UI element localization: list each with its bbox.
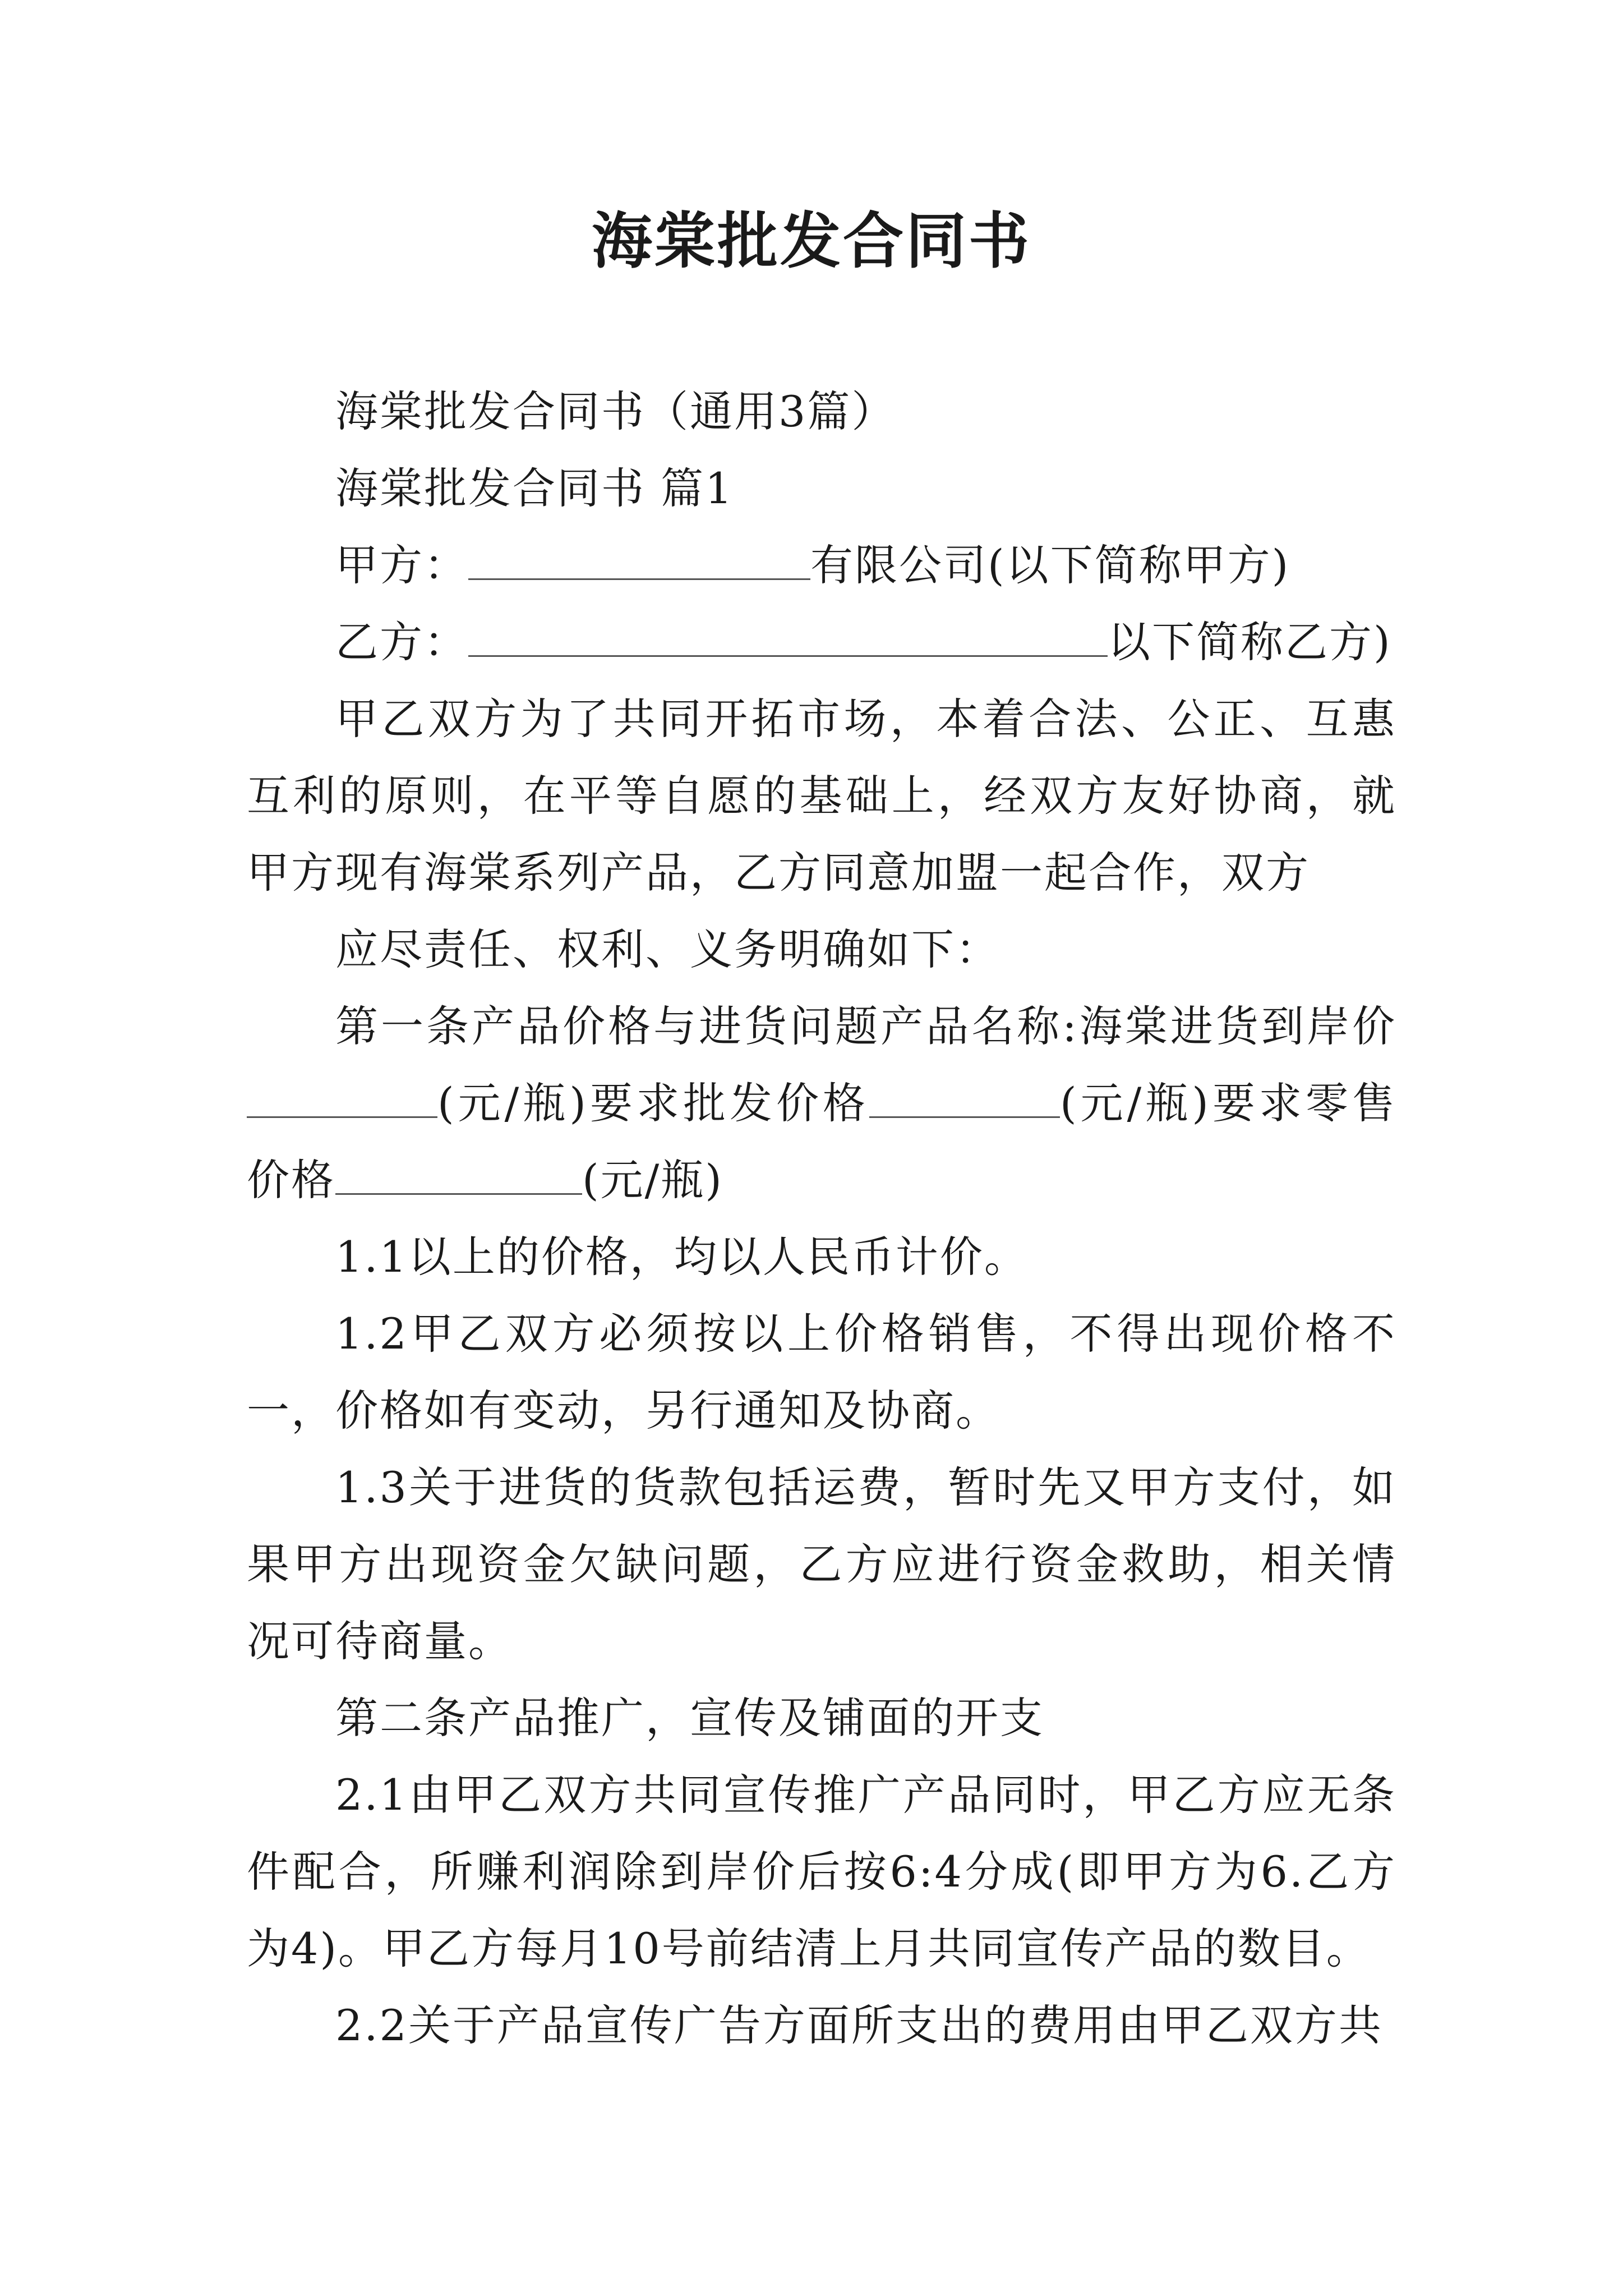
party-b-label: 乙方： <box>335 617 468 667</box>
retail-price-blank <box>335 1151 582 1195</box>
party-a-line <box>247 527 1396 604</box>
piece-heading: 海棠批发合同书 篇1 <box>335 463 734 513</box>
subtitle: 海棠批发合同书（通用3篇） <box>335 386 896 436</box>
party-b-line <box>247 604 1396 680</box>
party-b-suffix: 以下简称乙方) <box>1108 617 1392 667</box>
intro-paragraph: 甲乙双方为了共同开拓市场，本着合法、公正、互惠互利的原则，在平等自愿的基础上，经双方友好协商，就甲方现有海棠系列产品，乙方同意加盟一起合作，双方 <box>247 694 1396 898</box>
article-2-heading: 第二条产品推广，宣传及铺面的开支 <box>335 1693 1044 1743</box>
clause-1-3: 1.3关于进货的货款包括运费，暂时先又甲方支付，如果甲方出现资金欠缺问题，乙方应进行资金救助，相关情况可待商量。 <box>247 1462 1396 1666</box>
clause-2-2: 2.2关于产品宣传广告方面所支出的费用由甲乙双方共 <box>335 2000 1383 2050</box>
intro-paragraph-2: 应尽责任、权利、义务明确如下： <box>335 924 1000 974</box>
article-1-text-b: (元/瓶)要求批发价格 <box>437 1078 870 1128</box>
article-1-text-a: 第一条产品价格与进货问题产品名称:海棠进货到岸价 <box>335 1001 1396 1051</box>
article-1-text-d: (元/瓶) <box>582 1155 723 1205</box>
clause-1-1: 1.1以上的价格，均以人民币计价。 <box>335 1232 1029 1282</box>
landed-price-blank <box>247 1074 437 1118</box>
clause-2-1: 2.1由甲乙双方共同宣传推广产品同时，甲乙方应无条件配合，所赚利润除到岸价后按6:4分成(即甲方为6.乙方为4)。甲乙方每月10号前结清上月共同宣传产品的数目。 <box>247 1770 1396 1973</box>
clause-1-2: 1.2甲乙双方必须按以上价格销售，不得出现价格不一，价格如有变动，另行通知及协商。 <box>247 1309 1396 1435</box>
party-a-blank <box>468 536 810 580</box>
document-body <box>247 373 1396 2064</box>
party-a-label: 甲方： <box>335 540 468 590</box>
page-title: 海棠批发合同书 <box>591 206 1031 277</box>
wholesale-price-blank <box>869 1074 1060 1118</box>
party-b-blank <box>468 613 1108 657</box>
party-a-suffix: 有限公司(以下简称甲方) <box>810 540 1290 590</box>
article-1-paragraph <box>247 988 1396 1218</box>
article-1-text-c: (元/瓶)要求零售价格 <box>247 1078 1397 1205</box>
